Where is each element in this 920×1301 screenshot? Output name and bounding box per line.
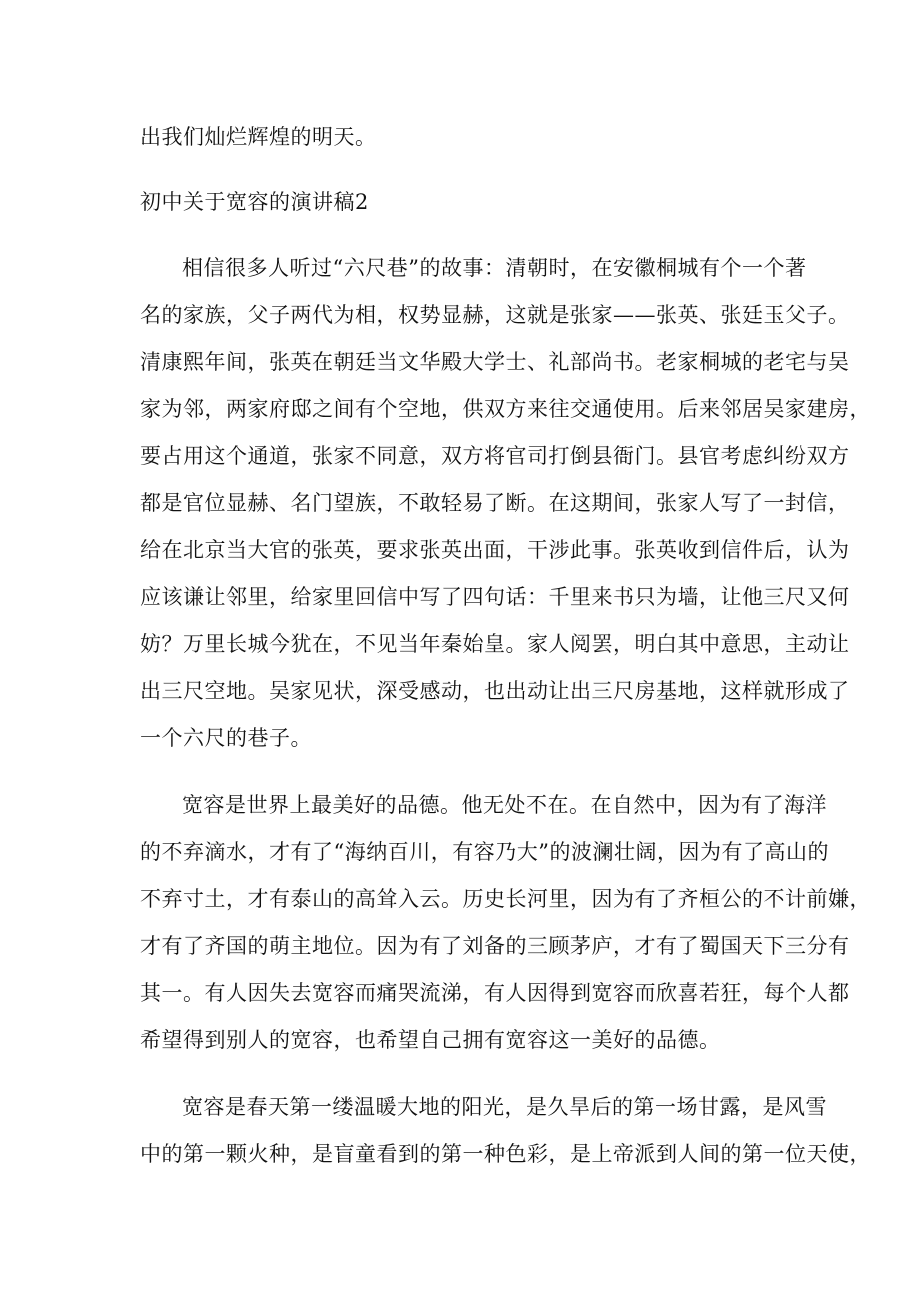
paragraph-line: 出三尺空地。吴家见状，深受感动，也出动让出三尺房基地，这样就形成了 xyxy=(140,679,850,703)
paragraph-line: 相信很多人听过“六尺巷”的故事：清朝时，在安徽桐城有个一个著 xyxy=(182,256,807,280)
paragraph-line: 出我们灿烂辉煌的明天。 xyxy=(140,125,377,149)
paragraph-line: 才有了齐国的萌主地位。因为有了刘备的三顾茅庐，才有了蜀国天下三分有 xyxy=(140,934,850,958)
paragraph-line: 都是官位显赫、名门望族，不敢轻易了断。在这期间，张家人写了一封信， xyxy=(140,491,850,515)
paragraph-line: 宽容是春天第一缕温暖大地的阳光，是久旱后的第一场甘露，是风雪 xyxy=(182,1095,827,1119)
section-heading: 初中关于宽容的演讲稿2 xyxy=(140,190,369,214)
paragraph-line: 家为邻，两家府邸之间有个空地，供双方来往交通使用。后来邻居吴家建房， xyxy=(140,397,871,421)
paragraph-line: 不弃寸土，才有泰山的高耸入云。历史长河里，因为有了齐桓公的不计前嫌， xyxy=(140,887,871,911)
paragraph-line: 一个六尺的巷子。 xyxy=(140,726,312,750)
paragraph-line: 妨？万里长城今犹在，不见当年秦始皇。家人阅罢，明白其中意思，主动让 xyxy=(140,632,850,656)
paragraph-line: 应该谦让邻里，给家里回信中写了四句话：千里来书只为墙，让他三尺又何 xyxy=(140,585,850,609)
paragraph-line: 给在北京当大官的张英，要求张英出面，干涉此事。张英收到信件后，认为 xyxy=(140,538,850,562)
paragraph-line: 名的家族，父子两代为相，权势显赫，这就是张家——张英、张廷玉父子。 xyxy=(140,303,850,327)
paragraph-line: 要占用这个通道，张家不同意，双方将官司打倒县衙门。县官考虑纠纷双方 xyxy=(140,444,850,468)
paragraph-line: 中的第一颗火种，是盲童看到的第一种色彩，是上帝派到人间的第一位天使， xyxy=(140,1142,871,1166)
paragraph-line: 希望得到别人的宽容，也希望自己拥有宽容这一美好的品德。 xyxy=(140,1028,721,1052)
paragraph-line: 其一。有人因失去宽容而痛哭流涕，有人因得到宽容而欣喜若狂，每个人都 xyxy=(140,981,850,1005)
paragraph-line: 的不弃滴水，才有了“海纳百川，有容乃大”的波澜壮阔，因为有了高山的 xyxy=(140,840,829,864)
paragraph-line: 清康熙年间，张英在朝廷当文华殿大学士、礼部尚书。老家桐城的老宅与吴 xyxy=(140,350,850,374)
paragraph-line: 宽容是世界上最美好的品德。他无处不在。在自然中，因为有了海洋 xyxy=(182,793,827,817)
